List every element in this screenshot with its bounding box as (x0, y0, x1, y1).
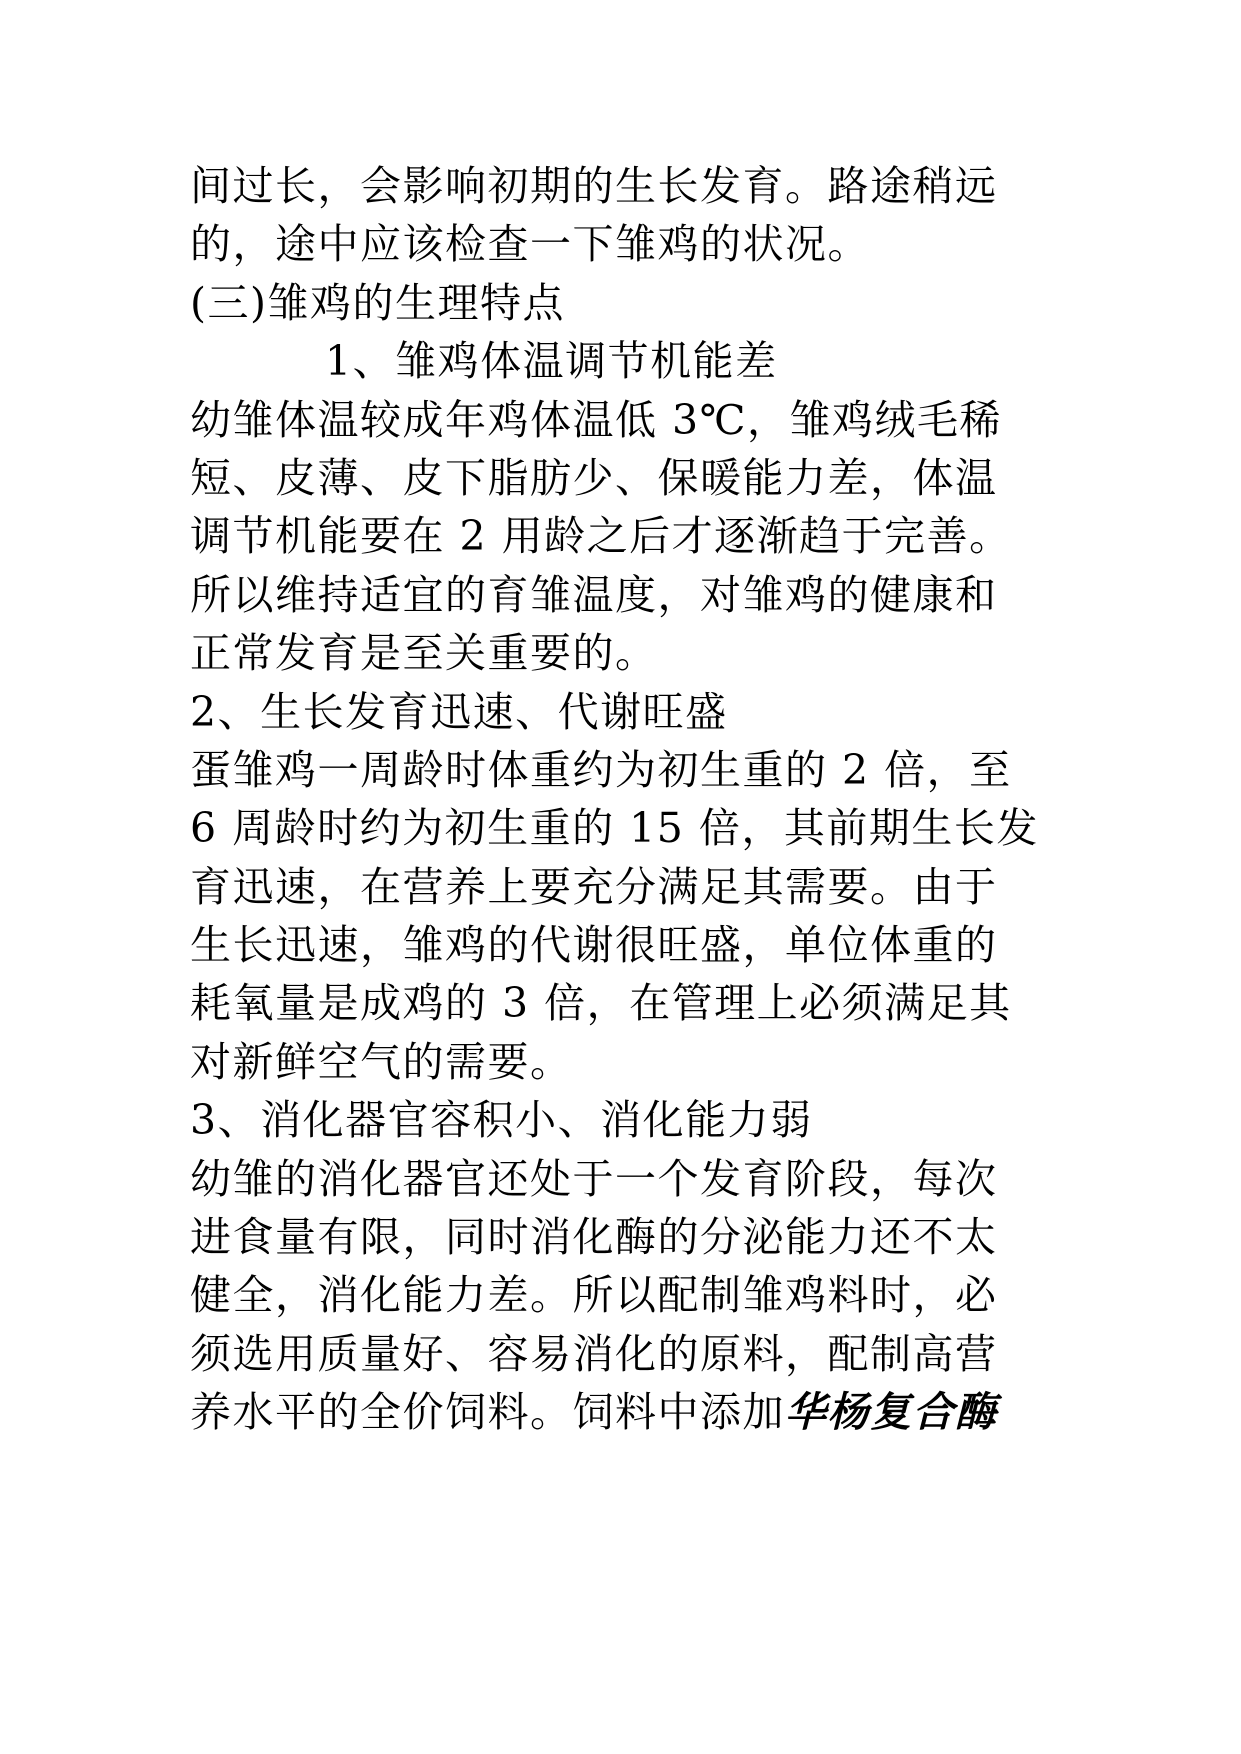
text-line: 所以维持适宜的育雏温度，对雏鸡的健康和 (190, 570, 998, 619)
text-line: 须选用质量好、容易消化的原料，配制高营 (190, 1329, 998, 1378)
text-line: 的，途中应该检查一下雏鸡的状况。 (190, 220, 870, 269)
subsection-heading: 3、消化器官容积小、消化能力弱 (190, 1096, 813, 1145)
text-line-last (190, 1383, 1070, 1441)
text-line: 生长迅速，雏鸡的代谢很旺盛，单位体重的 (190, 921, 998, 970)
text-line: 健全，消化能力差。所以配制雏鸡料时，必 (190, 1271, 998, 1320)
text-line: 耗氧量是成鸡的 3 倍，在管理上必须满足其 (190, 979, 1012, 1028)
text-line: 正常发育是至关重要的。 (190, 629, 658, 678)
text-line: 间过长，会影响初期的生长发育。路途稍远 (190, 162, 998, 210)
text-line: 调节机能要在 2 用龄之后才逐渐趋于完善。 (190, 512, 1012, 561)
text-line: 幼雏的消化器官还处于一个发育阶段，每次 (190, 1154, 998, 1203)
section-heading: (三)雏鸡的生理特点 (190, 278, 565, 327)
subsection-heading: 2、生长发育迅速、代谢旺盛 (190, 687, 728, 736)
text-fragment: 养水平的全价饲料。饲料中添加 (190, 1388, 785, 1437)
text-line: 短、皮薄、皮下脂肪少、保暖能力差，体温 (190, 453, 998, 502)
body-text (190, 157, 1070, 1442)
text-line: 幼雏体温较成年鸡体温低 3℃，雏鸡绒毛稀 (190, 395, 1002, 444)
emphasized-product-name: 华杨复合酶 (785, 1388, 998, 1437)
text-line: 育迅速，在营养上要充分满足其需要。由于 (190, 862, 998, 911)
subsection-heading: 1、雏鸡体温调节机能差 (325, 337, 778, 386)
text-line: 蛋雏鸡一周龄时体重约为初生重的 2 倍，至 (190, 745, 1012, 794)
text-line: 进食量有限，同时消化酶的分泌能力还不太 (190, 1213, 998, 1262)
text-line: 6 周龄时约为初生重的 15 倍，其前期生长发 (190, 804, 1039, 853)
text-line: 对新鲜空气的需要。 (190, 1037, 573, 1086)
